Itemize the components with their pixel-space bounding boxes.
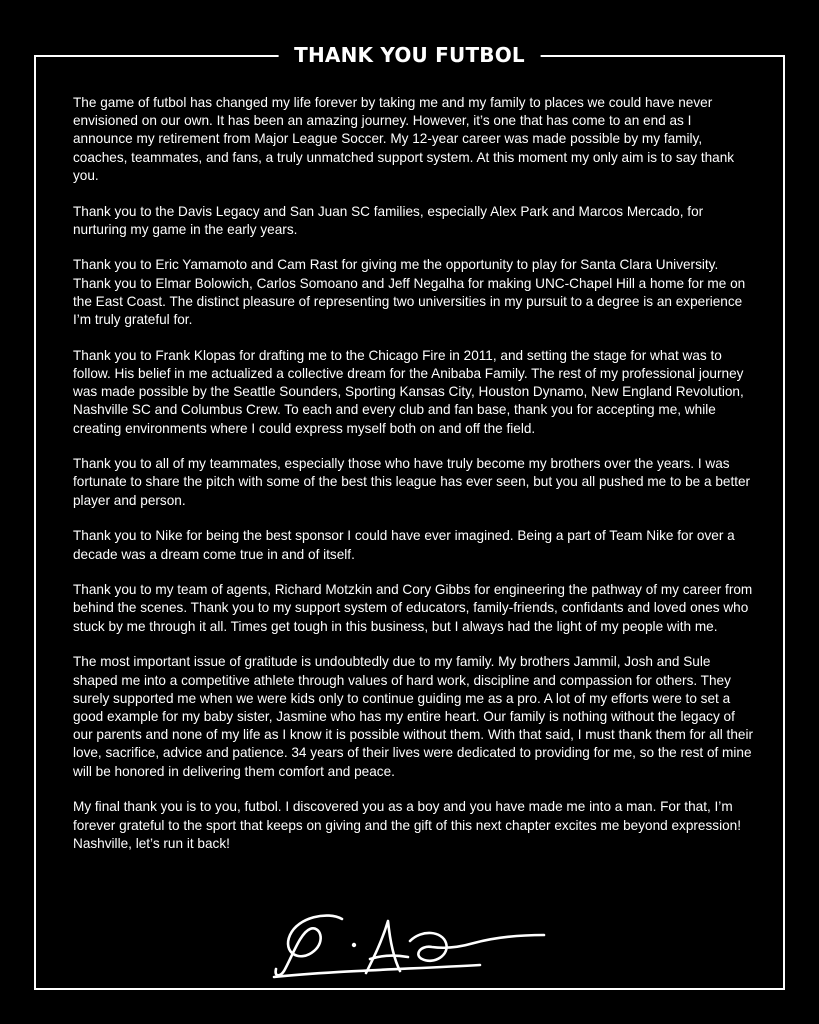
letter-paragraph: Thank you to Eric Yamamoto and Cam Rast for giving me the opportunity to play for Santa Clara University. Thank you to Elmar Bolowich, Carlos Somoano and Jeff Negalha for making UNC-Chapel Hill a home for me on the East Coast. The distinct pleasure of representing two universities in my pursuit to a degree is an experience I’m truly grateful for. bbox=[73, 257, 746, 328]
signature-icon bbox=[270, 905, 550, 985]
letter-paragraph: Thank you to Frank Klopas for drafting me to the Chicago Fire in 2011, and setting the stage for what was to follow. His belief in me actualized a collective dream for the Anibaba Family. The rest of my professional journey was made possible by the Seattle Sounders, Sporting Kansas City, Houston Dynamo, New England Revolution, Nashville SC and Columbus Crew. To each and every club and fan base, thank you for accepting me, while creating environments where I could express myself both on and off the field. bbox=[73, 347, 744, 436]
letter-paragraph: The most important issue of gratitude is undoubtedly due to my family. My brothers Jammil, Josh and Sule shaped me into a competitive athlete through values of hard work, discipline and compassion for others. They surely supported me when we were kids only to continue guiding me as a pro. A lot of my efforts were to set a good example for my baby sister, Jasmine who has my entire heart. Our family is nothing without the legacy of our parents and none of my life as I know it is possible without them. With that said, I must thank them for all their love, sacrifice, advice and patience. 34 years of their lives were dedicated to providing for me, so the rest of mine will be honored in delivering them comfort and peace. bbox=[73, 654, 754, 779]
letter-paragraph: Thank you to my team of agents, Richard Motzkin and Cory Gibbs for engineering the pathway of my career from behind the scenes. Thank you to my support system of educators, family-friends, confidants and loved ones who stuck by me through it all. Times get tough in this business, but I always had the light of my people with me. bbox=[73, 582, 753, 634]
letter-paragraph: Thank you to all of my teammates, especially those who have truly become my brothers over the years. I was fortunate to share the pitch with some of the best this league has ever seen, but you all pushed me to be a better player and person. bbox=[73, 456, 751, 508]
letter-paragraph: Thank you to Nike for being the best sponsor I could have ever imagined. Being a part of Team Nike for over a decade was a dream come true in and of itself. bbox=[73, 528, 735, 562]
letter-title: THANK YOU FUTBOL bbox=[278, 41, 541, 69]
letter-body bbox=[73, 94, 753, 870]
letter-paragraph: The game of futbol has changed my life forever by taking me and my family to places we could have never envisioned on our own. It has been an amazing journey. However, it’s one that has come to an end as I announce my retirement from Major League Soccer. My 12-year career was made possible by my family, coaches, teammates, and fans, a truly unmatched support system. At this moment my only aim is to say thank you. bbox=[73, 95, 735, 183]
letter-paragraph: My final thank you is to you, futbol. I discovered you as a boy and you have made me into a man. For that, I’m forever grateful to the sport that keeps on giving and the gift of this next chapter excites me beyond expression! Nashville, let’s run it back! bbox=[73, 799, 741, 851]
letter-paragraph: Thank you to the Davis Legacy and San Juan SC families, especially Alex Park and Marcos Mercado, for nurturing my game in the early years. bbox=[73, 203, 704, 237]
